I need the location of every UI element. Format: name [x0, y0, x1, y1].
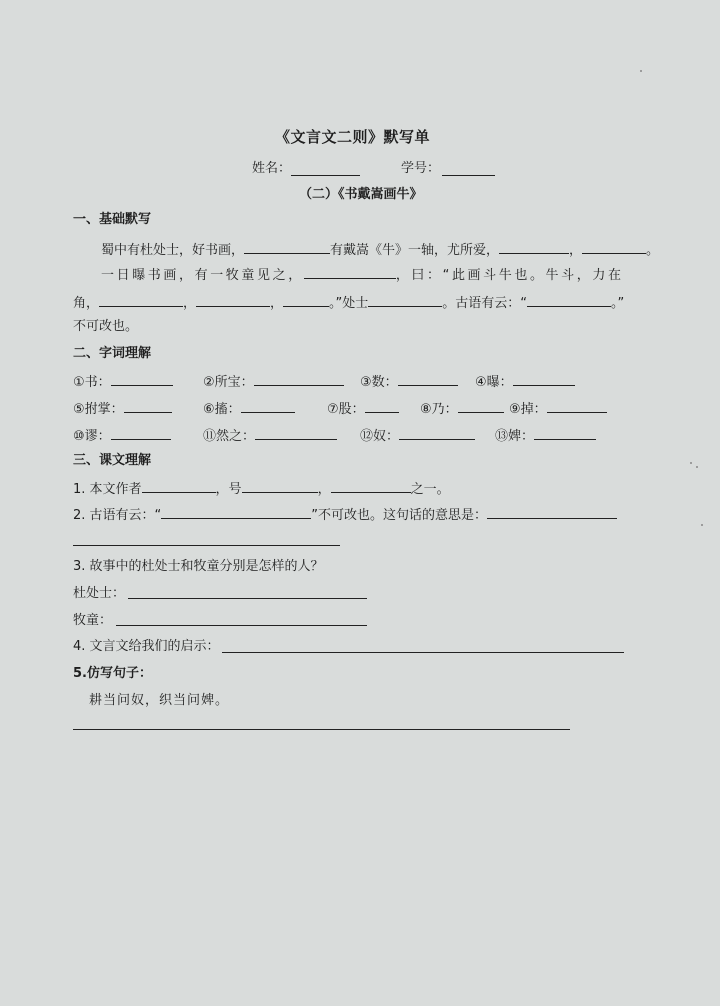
answer-blank[interactable]: [142, 479, 216, 493]
question-5-example: 耕当问奴，织当问婢。: [89, 693, 230, 708]
text-segment: 。”处士: [329, 296, 369, 311]
vocab-item: [73, 372, 173, 392]
question-3: 3. 故事中的杜处士和牧童分别是怎样的人？: [73, 559, 324, 574]
vocab-item: [360, 372, 458, 392]
text-segment: 4. 文言文给我们的启示：: [73, 639, 220, 654]
vocab-label: ②所宝：: [203, 375, 254, 390]
question-1: [73, 479, 450, 499]
vocab-item: [203, 426, 337, 446]
vocab-blank[interactable]: [255, 426, 337, 440]
vocab-item: [420, 399, 504, 419]
subtitle: （二）《书戴嵩画牛》: [299, 187, 423, 202]
answer-blank[interactable]: [128, 598, 367, 599]
student-id-label: 学号：: [401, 161, 441, 176]
vocab-label: ①书：: [73, 375, 111, 390]
text-segment: 。”: [611, 296, 625, 311]
answer-blank[interactable]: [222, 652, 624, 653]
answer-blank[interactable]: [242, 479, 318, 493]
scan-speck: [701, 524, 703, 526]
text-segment: 一日曝书画，有一牧童见之，: [101, 268, 304, 283]
vocab-item: [203, 399, 295, 419]
vocab-blank[interactable]: [458, 399, 504, 413]
text-segment: 牧童：: [73, 613, 113, 628]
scan-speck: [640, 70, 642, 72]
dictation-blank[interactable]: [499, 240, 569, 254]
vocab-label: ③数：: [360, 375, 398, 390]
text-segment: 角，: [73, 296, 100, 311]
vocab-label: ⑦股：: [327, 402, 365, 417]
text-segment: ”不可改也。这句话的意思是：: [311, 508, 488, 523]
dictation-blank[interactable]: [196, 293, 270, 307]
vocab-blank[interactable]: [547, 399, 607, 413]
question-4: [73, 638, 220, 656]
vocab-item: [203, 372, 344, 392]
vocab-blank[interactable]: [513, 372, 575, 386]
section2-heading: 二、字词理解: [73, 346, 152, 361]
vocab-blank[interactable]: [365, 399, 399, 413]
dictation-blank[interactable]: [368, 293, 442, 307]
text-segment: ，: [183, 296, 197, 311]
dictation-blank[interactable]: [304, 265, 396, 279]
text-segment: 有戴嵩《牛》一轴，尤所爱，: [330, 243, 500, 258]
vocab-item: [360, 426, 475, 446]
dictation-line-4: 不可改也。: [73, 319, 139, 334]
question-2: [73, 505, 617, 525]
dictation-line-2: [101, 265, 624, 285]
vocab-blank[interactable]: [241, 399, 295, 413]
dictation-blank[interactable]: [582, 240, 646, 254]
answer-blank[interactable]: [116, 625, 367, 626]
worksheet-title: 《文言文二则》默写单: [275, 128, 431, 146]
vocab-label: ⑫奴：: [360, 429, 400, 444]
name-blank[interactable]: [291, 175, 360, 176]
dictation-blank[interactable]: [527, 293, 611, 307]
text-segment: ，: [569, 243, 583, 258]
dictation-line-3: [73, 293, 624, 313]
text-segment: 1. 本文作者: [73, 482, 142, 497]
scan-speck: [690, 462, 692, 464]
vocab-label: ⑩谬：: [73, 429, 111, 444]
answer-blank[interactable]: [73, 545, 340, 546]
vocab-label: ⑧乃：: [420, 402, 458, 417]
text-segment: ，: [270, 296, 284, 311]
answer-blank[interactable]: [331, 479, 411, 493]
vocab-blank[interactable]: [111, 372, 173, 386]
answer-blank[interactable]: [73, 729, 570, 730]
vocab-label: ⑪然之：: [203, 429, 256, 444]
vocab-item: [495, 426, 596, 446]
vocab-item: [509, 399, 607, 419]
text-segment: 之一。: [410, 482, 450, 497]
scan-speck: [696, 466, 698, 468]
vocab-item: [475, 372, 575, 392]
question-3-mu: [73, 612, 112, 630]
vocab-item: [327, 399, 399, 419]
student-id-blank[interactable]: [442, 175, 495, 176]
question-5: 5.仿写句子：: [73, 666, 152, 681]
vocab-label: ⑤拊掌：: [73, 402, 124, 417]
vocab-blank[interactable]: [124, 399, 172, 413]
dictation-blank[interactable]: [244, 240, 330, 254]
answer-blank[interactable]: [161, 505, 311, 519]
text-segment: 杜处士：: [73, 586, 126, 601]
section3-heading: 三、课文理解: [73, 453, 152, 468]
text-segment: ，: [317, 482, 331, 497]
vocab-label: ⑥搐：: [203, 402, 241, 417]
vocab-blank[interactable]: [399, 426, 475, 440]
text-segment: ，曰：“此画斗牛也。牛斗，力在: [395, 268, 624, 283]
answer-blank[interactable]: [487, 505, 617, 519]
text-segment: 蜀中有杜处士，好书画，: [101, 243, 245, 258]
text-segment: 。古语有云：“: [442, 296, 528, 311]
vocab-blank[interactable]: [254, 372, 344, 386]
dictation-blank[interactable]: [283, 293, 329, 307]
text-segment: 2. 古语有云：“: [73, 508, 162, 523]
dictation-blank[interactable]: [99, 293, 183, 307]
dictation-line-1: [101, 240, 659, 260]
text-segment: 。: [646, 243, 660, 258]
vocab-label: ④曝：: [475, 375, 513, 390]
name-label: 姓名：: [252, 161, 292, 176]
text-segment: ，号: [215, 482, 242, 497]
vocab-blank[interactable]: [534, 426, 596, 440]
vocab-item: [73, 399, 172, 419]
question-3-du: [73, 585, 125, 603]
vocab-blank[interactable]: [398, 372, 458, 386]
vocab-label: ⑨掉：: [509, 402, 547, 417]
vocab-label: ⑬婢：: [495, 429, 535, 444]
section1-heading: 一、基础默写: [73, 212, 152, 227]
vocab-blank[interactable]: [111, 426, 171, 440]
vocab-item: [73, 426, 171, 446]
